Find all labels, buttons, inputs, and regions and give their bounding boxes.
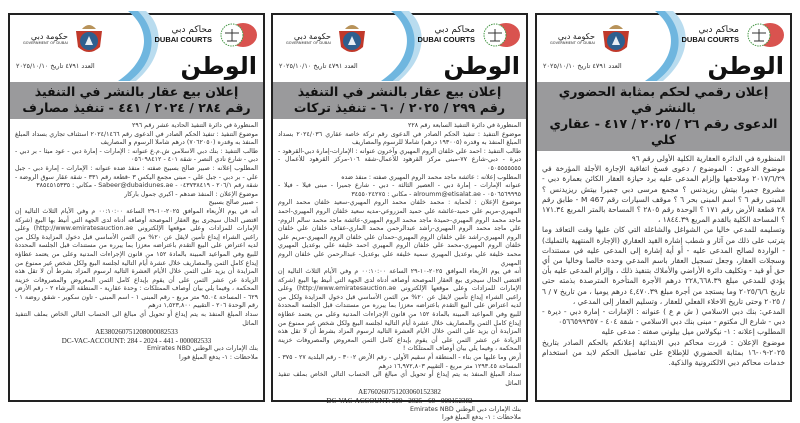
scales-of-justice-icon xyxy=(480,21,520,49)
gov-name-en: GOVERNMENT OF DUBAI xyxy=(549,41,595,45)
paragraph: أنه في يوم الأربعاء الموافق ٢٠٢٥-١٠-٢٩ الساعة ٠٠:١٠:٠٠ م وفي الأيام الثلاث التالية إن اقتضى الحال سيجرى بيع العقار الموصحة أوصافه أدناه لدى الجهة التي أنيط بها البيع (شركة الإمارات للمزادات وعلى موقعها الإلكتروني http://www.emiratesauction.ae) وعلى راغبي الشراء إيداع تأمين لايقل عن ٢٠% من الثمن الأساسي قبل دخول المزايدة ولكل من لديه اعتراض على البيع التقدم باعتراضه معززا بما يبرره من مستندات قبل الجلسة المحددة للبيع وفي المواعيد المبينة بالمادة ١٥٢ من قانون الإجراءات المدنية وعلى من يعتمد عطاؤه إيداع كامل الثمن والمصاريف خلال عشرة أيام التالية لجلسة البيع ولكل شخص غير ممنوع من المزايدة أن يزيد على الثمن خلال الأيام العشرة التالية لرسوم المزاد بشرط أن لا تقل هذه الزيادة عن عشر الثمن على أن يقوم بإيداع كامل الثمن المعروض والمصروفات خزينة المحكمة ، وفيما يلي بيان أوصاف الممتلكات : وحدة عقارية - المنطقة البرشاء ٢ - رقم الأرض ٦٢٩ - المساحة ٩٥.٠٤ متر مربع - رقم المبنى ١ - اسم المبنى - تاون سكوير - شقق روضة ١ - رقم الوحدة ٢٠٦ - التقييم ١,٥٢٣,٨٠٠ درهم xyxy=(15,207,259,310)
vac-account: DC-VAC-ACCOUNT: 299 - 2025 - 60 - 000152382 xyxy=(326,397,473,405)
government-of-dubai-logo xyxy=(279,21,371,57)
note: ملاحظات : ١- يدفع المبلغ فورا xyxy=(442,414,521,422)
paragraph: سداد المبلغ المنفذ به يتم إيداع أو تحويل أي مبالغ الى الحساب التالي الخاص بملف التنفيذ الماثل xyxy=(15,311,258,327)
iban: AE760260751203060152382 xyxy=(358,388,441,397)
courts-name-en: DUBAI COURTS xyxy=(154,35,212,44)
emblem-icon xyxy=(72,21,106,57)
iban: AE380260751208000082533 xyxy=(95,328,178,337)
paragraph: أرض وما عليها من بناء - المنطقة أم سقيم الأولى - رقم الأرض ٣٠٠٢ - رقم البلدية ٢٧ - ٣٧٥ - المساحة ١٢٩٣.٤٥ متر مربع - التقييم ١٦,٩٧٢,٨٠٣ درهم xyxy=(278,354,522,370)
notice-title xyxy=(10,82,263,119)
dubai-courts-logo xyxy=(679,21,784,51)
gov-name-en: GOVERNMENT OF DUBAI xyxy=(22,41,68,45)
issue-date: العدد ٤٧٩١ تاريخ ٢٠٢٥/١٠/١٠ xyxy=(279,62,358,70)
notice-header xyxy=(537,15,790,82)
notice-judgment-417 xyxy=(535,13,792,402)
paragraph: وتسليمه للمدعي خاليا من الشواغل والشاغلة التي كان عليها وقت التعاقد وما يترتب على ذلك من آثار و شطب إشارة القيد العقاري (الإجارة المنتهية بالتمليك) - الواردة لصالح المدعى عليه - أو أية إشارة إلى المدعى عليه في مستندات وسجلات العقار، وجعل تسجيل العقار باسم المدعي وحده خالصا وخاليا من أي حق أو قيد - وتكليف دائرة الأراضي والأملاك بتنفيذ ذلك ، وإلزام المدعى عليه بأن يؤدي للمدعي مبلغ ٢٢٨,٦٦٨.٣٩ درهم الأجرة المتأخرة المترصدة بذمته حتى تاريخ ٢٠٢٥/٦/٦ وما يستجد من أجرة مبلغ ٤,٤٧٠.٣٩ درهم يوميا ، من تاريخ ٧ / ٦ / ٢٠٢٥ وحتى تاريخ الاخلاء الفعلي للعقار ، وتسليم العقار إلى المدعي ، xyxy=(542,225,785,306)
paragraph: موضوع الإعلان : لحماية : محمد خلفان محمد الروم المهيري-سعيد خلفان محمد الروم المهيري-مريم علي حميد-عائشة علي حميد المزروعي-مديه سعيد خلفان الروم المهيري-احمد ماجد محمد الروم المهيري-حميدة ماجد محمد الروم المهيري-عائشة ماجد محمد سالم الروم-علي ماجد محمد الروم المهيري-راشد عبدالرحمن محمد الماري-عفاف خلفان علي خلفان الروم المهيري-راشد علي خلفان الروم المهيري-حمدان علي خلفان الروم المهيري-مريم علي خلفان الروم المهيري-محمد علي خلفان الروم المهيري احمد خليفة علي بوعديل المهيري محمد خليفة علي بوعديل المهيري سمية خليفة علي بوعديل- عبدالرحمن علي خلفان الروم المهيري xyxy=(278,199,521,267)
courts-name-en: DUBAI COURTS xyxy=(417,35,475,44)
paragraph: موضوع الإعلان : قررت محاكم دبي الابتدائية إعلانكم بالحكم الصادر بتاريخ ٢٠٢٥-٠٩-١٦ بمثابة الحضوري للإطلاع على تفاصيل الحكم لابد من استخدام خدمات محاكم دبي الالكترونية والذكية. xyxy=(542,337,785,368)
notice-body xyxy=(537,151,790,368)
paragraph: أنه في يوم الأربعاء الموافق ٢٠٢٥-١٠-٢٩ الساعة ٠٠:١٠:٠٠ م وفي الأيام الثلاث التالية إن اقتضى الحال سيجرى بيع العقار الموصحة أوصافه أدناه لدى الجهة التي أنيط بها البيع (شركة الإمارات للمزادات وعلى موقعها الإلكتروني http://www.emiratesauction.ae) وعلى راغبي الشراء إيداع تأمين لايقل عن ٢٠% من الثمن الأساسي قبل دخول المزايدة ولكل من لديه اعتراض على البيع التقدم باعتراضه معززا بما يبرره من مستندات قبل الجلسة المحددة للبيع وفي المواعيد المبينة بالمادة ١٥٢ من قانون الإجراءات المدنية وعلى من يعتمد عطاؤه إيداع كامل الثمن والمصاريف خلال عشرة أيام التالية لجلسة البيع ولكل شخص غير ممنوع من المزايدة أن يزيد على الثمن خلال الأيام العشرة التالية لرسوم المزاد بشرط أن لا تقل هذه الزيادة عن عشر الثمن على أن يقوم بإيداع كامل الثمن المعروض والمصروفات خزينة المحكمة ، وفيما يلي بيان أوصاف الممتلكات ! xyxy=(278,268,522,353)
notice-body xyxy=(10,119,263,363)
title-line-2: رقم ٢٨٤ / ٢٠٢٤ / ٤٤١ - تنفيذ مصارف xyxy=(22,100,251,115)
scales-of-justice-icon xyxy=(744,21,784,49)
title-line-1: إعلان بيع عقار بالنشر في التنفيذ xyxy=(34,84,239,99)
notice-title xyxy=(537,82,790,151)
paragraph: المنظورة في الدائرة العقارية الكلية الأولى رقم ٩٦ xyxy=(631,154,785,163)
gov-name-ar: حكومة دبي xyxy=(293,32,331,41)
paragraph: موضوع التنفيذ : تنفيذ الحكم الصادر في الدعوى رقم تركة خاصة عقاري ٢٠٢٤/٠٣٦ بسداد المبلغ المنفذ به وقدره (١٩٣٠٠٥ درهم) شاملا للرسوم والمصاريف xyxy=(278,130,521,147)
paragraph: المنظورة في دائرة التنفيذ السابعة رقم ٢٢٨ xyxy=(408,122,521,129)
gov-name-ar: حكومة دبي xyxy=(30,32,68,41)
notice-sale-284 xyxy=(8,13,265,402)
courts-name-en: DUBAI COURTS xyxy=(681,35,739,44)
title-line-1: إعلان رقمي لحكم بمثابة الحضوري بالنشر في xyxy=(558,84,769,115)
paragraph: طالب التنفيذ : بنك دبي الاسلامي ش.م.ع عنوانه : الإمارات - إمارة دبي - عود ميثا - بر دبي - دبي - شارع نادي النصر - شقة ٤٠١ - ٠٥٦٠٩٨٤١٢ xyxy=(15,147,258,164)
title-line-2: الدعوى رقم ٢٦ / ٢٠٢٥ / ٤١٧ - عقاري كلي xyxy=(549,116,778,147)
note: ملاحظات : ١- يدفع المبلغ فورا xyxy=(179,354,258,362)
emblem-icon xyxy=(335,21,369,57)
notice-header xyxy=(273,15,526,82)
courts-name-ar: محاكم دبي xyxy=(698,25,739,35)
paragraph: موضوع الإعلان : المنفذ ضدهم - اكبري جمول باركار xyxy=(124,190,258,198)
gov-name-ar: حكومة دبي xyxy=(557,32,595,41)
notice-title xyxy=(273,82,526,119)
notice-header xyxy=(10,15,263,82)
paragraph: المدعي: بنك دبي الاسلامي ( ش م ع ) عنوانه : الإمارات - إمارة دبي - ديرة - دبي - شارع ال مكتوم - مبنى بنك دبي الاسلامي - شقة ٤٠٤ - ٠٥٦٦٥٩٩٣٥٧ xyxy=(542,307,785,327)
bank-line: بنك الإمارات دبي الوطني Emirates NBD xyxy=(146,345,258,353)
issue-date: العدد ٤٧٩١ تاريخ ٢٠٢٥/١٠/١٠ xyxy=(543,62,622,70)
courts-name-ar: محاكم دبي xyxy=(434,25,475,35)
paragraph: موضوع التنفيذ : تنفيذ الحكم الصادر في الدعوى رقم ٢٠٢٤/١٤٦٦ استئناف تجاري بسداد المبلغ المنفذ به وقدره (٧٠٦٢٠٥٠) درهم شاملا الرسوم و المصاريف xyxy=(15,130,258,147)
title-line-1: إعلان بيع عقار بالنشر في التنفيذ xyxy=(297,84,502,99)
newspaper-name: الوطن xyxy=(443,52,520,80)
paragraph: المطلوب إعلانه : ١- نيكولاس ميل بيلوني صفته : مدعى عليه xyxy=(601,327,785,337)
paragraph: المطلوب إعلانه : صبير صالح بسبيح صفته : منفذ ضده عنوانه : الإمارات - إمارة دبي - جبل علي - بر دبي - جبل علي - مبنى مجمع اليكس ٣ -قطعة رقم ٣٣١ - شقة عقار سوق الروضة - شقة رقم ٢٠٦/١ - ٠٤٣٧٣٨٤١٩ - Sabeer@dubaidunes.ae - مكاني : ٣٨٥٤٥١٥٣٣٥ xyxy=(15,164,258,190)
government-of-dubai-logo xyxy=(543,21,635,57)
paragraph: المنظورة في دائرة التنفيذ الحادية عشر رقم ٢٩٦ xyxy=(131,122,258,129)
scales-of-justice-icon xyxy=(217,21,257,49)
government-of-dubai-logo xyxy=(16,21,108,57)
courts-name-ar: محاكم دبي xyxy=(171,25,212,35)
paragraph: عنوانه الإمارات - إمارة دبي - العصير الثالثة - دبي - شارع جميرا - مبنى فيلا - فيلا - ٠٥٠٦٥٦٩٩٩٥ - alroumm@etisalat.ae - مكاني : ٣٤٥٥٠٢٤٢٧٥ xyxy=(278,182,521,198)
paragraph: طالب التنفيذ : احمد علي خلفان الروم المهيري وآخرون عنوانه : الإمارات-إمارة دبي-القرهود - ديرة - دبي-شارع ٧٧-مبنى مركز القرهود للأعمال-شقة ١٠٦-مركز القرهود للأعمال - ٠٥٠٥٥٥٥٥٥٥ xyxy=(278,147,521,172)
notice-sale-299 xyxy=(271,13,528,422)
dubai-courts-logo xyxy=(152,21,257,51)
gov-name-en: GOVERNMENT OF DUBAI xyxy=(285,41,331,45)
paragraph: موضوع الدعوى : الموضوع / دعوى فسخ اتفاقية الإجارة الأجلة المؤرخة في ٢٠١٧/٦/٢٩ وملاحقها وإلزام المدعى عليه برد حيازة العقار الكائن بعمارة دبي - مشروع جميرا بيتش ريزيدنس ؟ مجمع مرسى دبي جميرا بيتش ريزيدنس ؟ المبنى رقم ٦ ؟ اسم المبنى بحر ٦ ؟ موقف السيارات رقم M 467 - طابق رقم ٢٨ قطعة الأرض رقم ١٧١ ؟ الوحدة رقم ٢٨٠٥ ؟ المساحة بالمتر المربع ١٧١.٣٤ ؟ المساحة الكلية بالقدم المربع ١٨٤٤.٣٩ ، xyxy=(542,164,786,225)
paragraph: سداد المبلغ المنفذ به يتم إيداع أو تحويل أي مبالغ الى الحساب التالي الخاص بملف تنفيذ الماثل xyxy=(278,371,521,387)
bank-line: بنك الإمارات دبي الوطني Emirates NBD xyxy=(409,405,521,413)
paragraph: المطلوب إعلانه : عائشة ماجد محمد الروم المهيري صفته : منفذ ضده xyxy=(341,173,521,181)
vac-account: DC-VAC-ACCOUNT: 284 - 2024 - 441 - 000082533 xyxy=(61,336,212,345)
title-line-2: رقم ٢٩٩ / ٢٠٢٥ / ٦٠ - تنفيذ تركات xyxy=(293,100,506,115)
newspaper-name: الوطن xyxy=(707,52,784,80)
issue-date: العدد ٤٧٩١ تاريخ ٢٠٢٥/١٠/١٠ xyxy=(16,62,95,70)
paragraph: - صبير صالح بسبيح xyxy=(208,199,258,207)
notice-body xyxy=(273,119,526,423)
emblem-icon xyxy=(599,21,633,57)
dubai-courts-logo xyxy=(415,21,520,51)
newspaper-name: الوطن xyxy=(180,52,257,80)
